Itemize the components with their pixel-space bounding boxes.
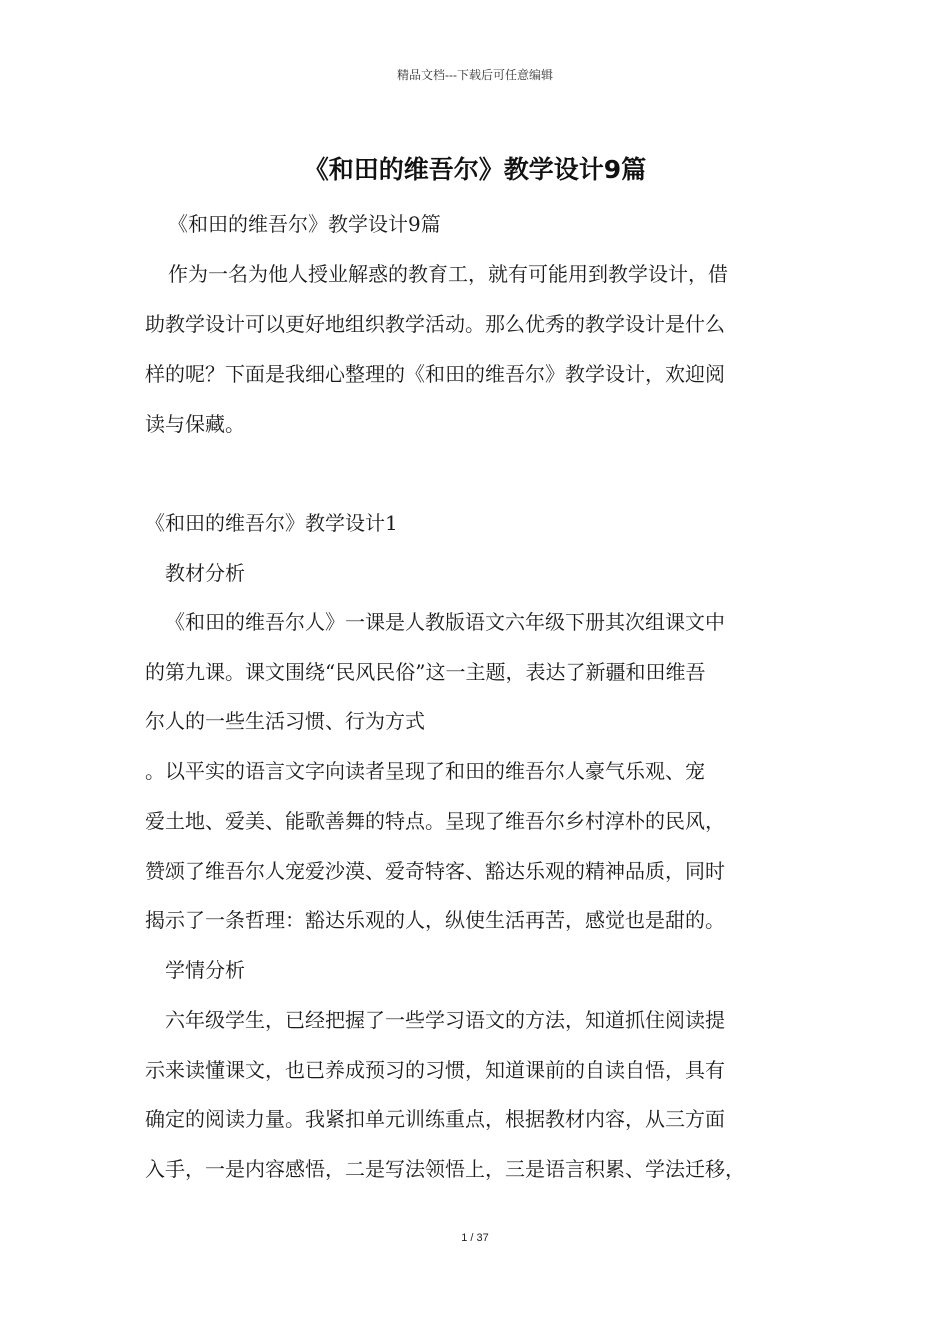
intro-line-3: 样的呢？下面是我细心整理的《和田的维吾尔》教学设计，欢迎阅 [145, 362, 725, 386]
subtitle-line: 《和田的维吾尔》教学设计9篇 [168, 212, 441, 236]
intro-line-4: 读与保藏。 [145, 412, 245, 436]
intro-line-1: 作为一名为他人授业解惑的教育工，就有可能用到教学设计，借 [168, 262, 728, 286]
paragraph-line: 《和田的维吾尔人》一课是人教版语文六年级下册其次组课文中 [165, 610, 725, 634]
paragraph-line: 入手，一是内容感悟，二是写法领悟上，三是语言积累、学法迁移， [145, 1157, 745, 1181]
paragraph-line: 爱土地、爱美、能歌善舞的特点。呈现了维吾尔乡村淳朴的民风， [145, 809, 725, 833]
paragraph-line: 示来读懂课文，也已养成预习的习惯，知道课前的自读自悟，具有 [145, 1058, 725, 1082]
paragraph-line: 赞颂了维吾尔人宠爱沙漠、爱奇特客、豁达乐观的精神品质，同时 [145, 859, 725, 883]
subheading-student-analysis: 学情分析 [165, 958, 245, 982]
page-header: 精品文档---下载后可任意编辑 [397, 68, 553, 82]
intro-line-2: 助教学设计可以更好地组织教学活动。那么优秀的教学设计是什么 [145, 312, 725, 336]
paragraph-line: 揭示了一条哲理：豁达乐观的人，纵使生活再苦，感觉也是甜的。 [145, 908, 725, 932]
subheading-textbook-analysis: 教材分析 [165, 561, 245, 585]
paragraph-line: 的第九课。课文围绕“民风民俗”这一主题，表达了新疆和田维吾 [145, 660, 706, 684]
paragraph-line: 六年级学生，已经把握了一些学习语文的方法，知道抓住阅读提 [165, 1008, 725, 1032]
section-heading-1: 《和田的维吾尔》教学设计1 [145, 511, 398, 535]
paragraph-line: 确定的阅读力量。我紧扣单元训练重点，根据教材内容，从三方面 [145, 1107, 725, 1131]
paragraph-line: 。以平实的语言文字向读者呈现了和田的维吾尔人豪气乐观、宠 [145, 759, 705, 783]
paragraph-line: 尔人的一些生活习惯、行为方式 [145, 709, 425, 733]
document-title: 《和田的维吾尔》教学设计9篇 [303, 155, 647, 184]
page-number: 1 / 37 [461, 1232, 489, 1244]
